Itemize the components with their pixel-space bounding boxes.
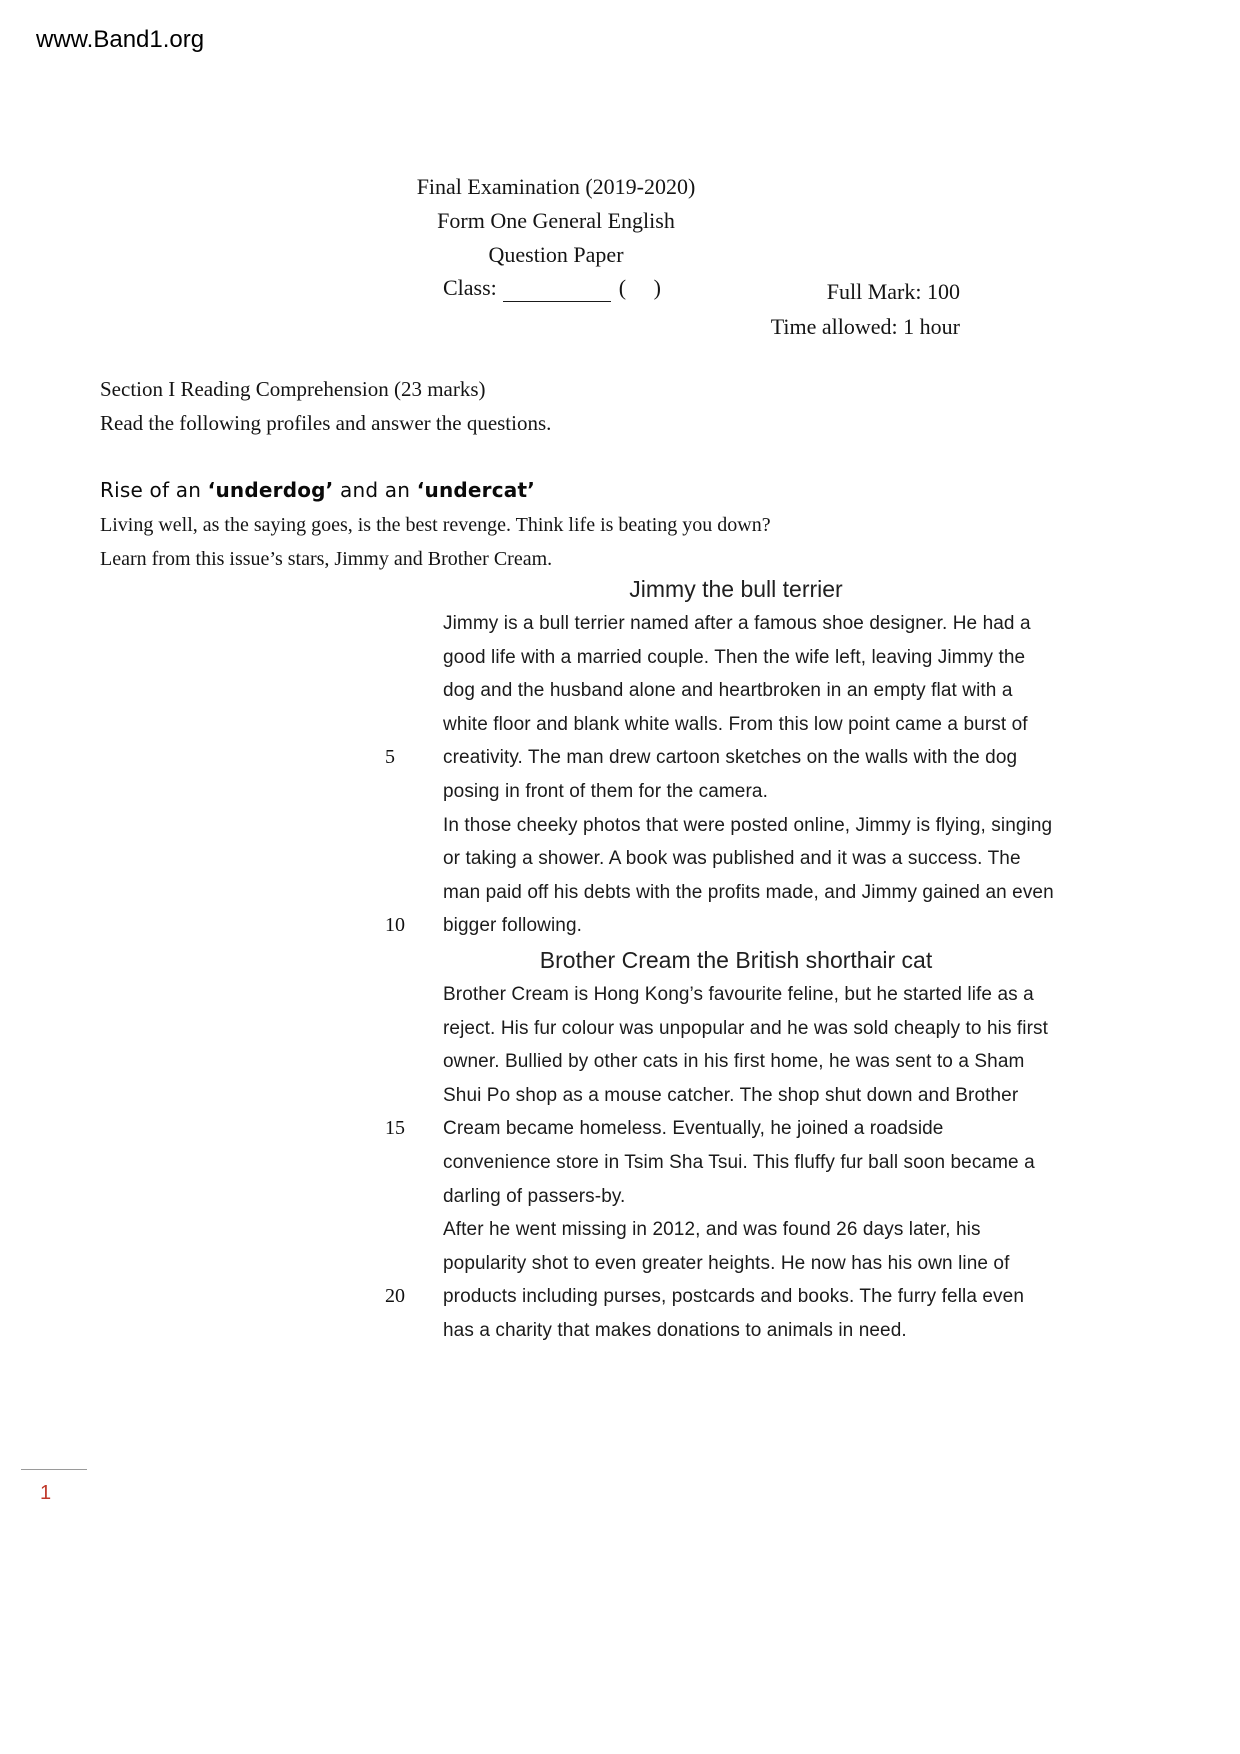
passage-line-text: After he went missing in 2012, and was found 26 days later, his (443, 1219, 981, 1241)
passage-line-text: Shui Po shop as a mouse catcher. The shop shut down and Brother (443, 1084, 1019, 1106)
passage-line-text: In those cheeky photos that were posted online, Jimmy is flying, singing (443, 814, 1053, 836)
intro-line-1: Living well, as the saying goes, is the best revenge. Think life is beating you down? (100, 514, 771, 536)
passage-line (385, 775, 1105, 809)
passage-line-text: owner. Bullied by other cats in his first home, he was sent to a Sham (443, 1051, 1025, 1073)
passage-line (385, 1045, 1105, 1079)
passage-line-text: darling of passers-by. (443, 1185, 626, 1207)
class-label: Class: (443, 275, 497, 300)
headline-underdog: ‘underdog’ (207, 478, 334, 502)
line-number: 20 (385, 1285, 405, 1308)
class-parentheses: ( ) (618, 275, 661, 300)
passage-line (385, 708, 1105, 742)
article-headline (100, 478, 535, 502)
headline-part1: Rise of an (100, 478, 208, 502)
passage-line (385, 674, 1105, 708)
passage-line (385, 1247, 1105, 1281)
article-intro (100, 508, 771, 576)
exam-paper-type: Question Paper (488, 242, 624, 267)
headline-undercat: ‘undercat’ (416, 478, 536, 502)
passage-line-text: Cream became homeless. Eventually, he joined a roadside (443, 1118, 944, 1140)
passage-line (385, 978, 1105, 1012)
class-blank-line (503, 280, 611, 302)
passage-line-text: has a charity that makes donations to animals in need. (443, 1319, 907, 1341)
cream-passage-lines (385, 978, 1105, 1348)
exam-title: Final Examination (2019-2020) (416, 174, 696, 199)
passage-line (385, 1213, 1105, 1247)
jimmy-passage-lines (385, 607, 1105, 943)
passage-line-text: bigger following. (443, 915, 583, 937)
passage-line (385, 1280, 1105, 1314)
section-block (100, 372, 551, 440)
class-row (443, 274, 661, 302)
passage-line (385, 809, 1105, 843)
passage-line (385, 1146, 1105, 1180)
passage-line-text: popularity shot to even greater heights. He now has his own line of (443, 1252, 1010, 1274)
line-number: 15 (385, 1117, 405, 1140)
passage-line-text: man paid off his debts with the profits made, and Jimmy gained an even (443, 881, 1054, 903)
cream-heading: Brother Cream the British shorthair cat (539, 946, 933, 973)
passage-line (385, 1112, 1105, 1146)
passage-line-text: products including purses, postcards and books. The furry fella even (443, 1286, 1024, 1308)
passage-line (385, 607, 1105, 641)
page-number: 1 (40, 1482, 52, 1504)
exam-subject: Form One General English (437, 208, 675, 233)
passage-line-text: dog and the husband alone and heartbroken in an empty flat with a (443, 680, 1013, 702)
passage-line (385, 842, 1105, 876)
passage-line (385, 876, 1105, 910)
passage-line-text: posing in front of them for the camera. (443, 780, 768, 802)
footer-divider (21, 1469, 87, 1470)
passage-line (385, 1314, 1105, 1348)
passage-line-text: good life with a married couple. Then the wife left, leaving Jimmy the (443, 646, 1026, 668)
reading-passage (385, 572, 1105, 1347)
marks-block (700, 274, 960, 344)
passage-line (385, 741, 1105, 775)
passage-line-text: reject. His fur colour was unpopular and he was sold cheaply to his first (443, 1017, 1049, 1039)
passage-line-text: convenience store in Tsim Sha Tsui. This fluffy fur ball soon became a (443, 1151, 1035, 1173)
passage-line-text: Brother Cream is Hong Kong’s favourite feline, but he started life as a (443, 983, 1034, 1005)
passage-line-text: creativity. The man drew cartoon sketches on the walls with the dog (443, 747, 1018, 769)
section-title: Section I Reading Comprehension (23 marks) (100, 377, 486, 401)
passage-line (385, 1180, 1105, 1214)
intro-line-2: Learn from this issue’s stars, Jimmy and Brother Cream. (100, 548, 553, 570)
full-mark-label: Full Mark: 100 (826, 279, 960, 304)
jimmy-heading: Jimmy the bull terrier (629, 576, 843, 602)
passage-line-text: Jimmy is a bull terrier named after a famous shoe designer. He had a (443, 613, 1031, 634)
passage-line-text: white floor and blank white walls. From this low point came a burst of (443, 713, 1028, 735)
passage-line (385, 641, 1105, 675)
passage-line (385, 909, 1105, 943)
passage-line (385, 1012, 1105, 1046)
line-number: 5 (385, 746, 395, 769)
line-number: 10 (385, 914, 405, 937)
passage-line-text: or taking a shower. A book was published and it was a success. The (443, 848, 1021, 870)
passage-line (385, 1079, 1105, 1113)
section-instruction: Read the following profiles and answer the questions. (100, 411, 552, 435)
exam-header (256, 170, 856, 272)
time-allowed-label: Time allowed: 1 hour (770, 314, 960, 339)
headline-part2: and an (333, 478, 417, 502)
site-watermark: www.Band1.org (36, 26, 205, 53)
